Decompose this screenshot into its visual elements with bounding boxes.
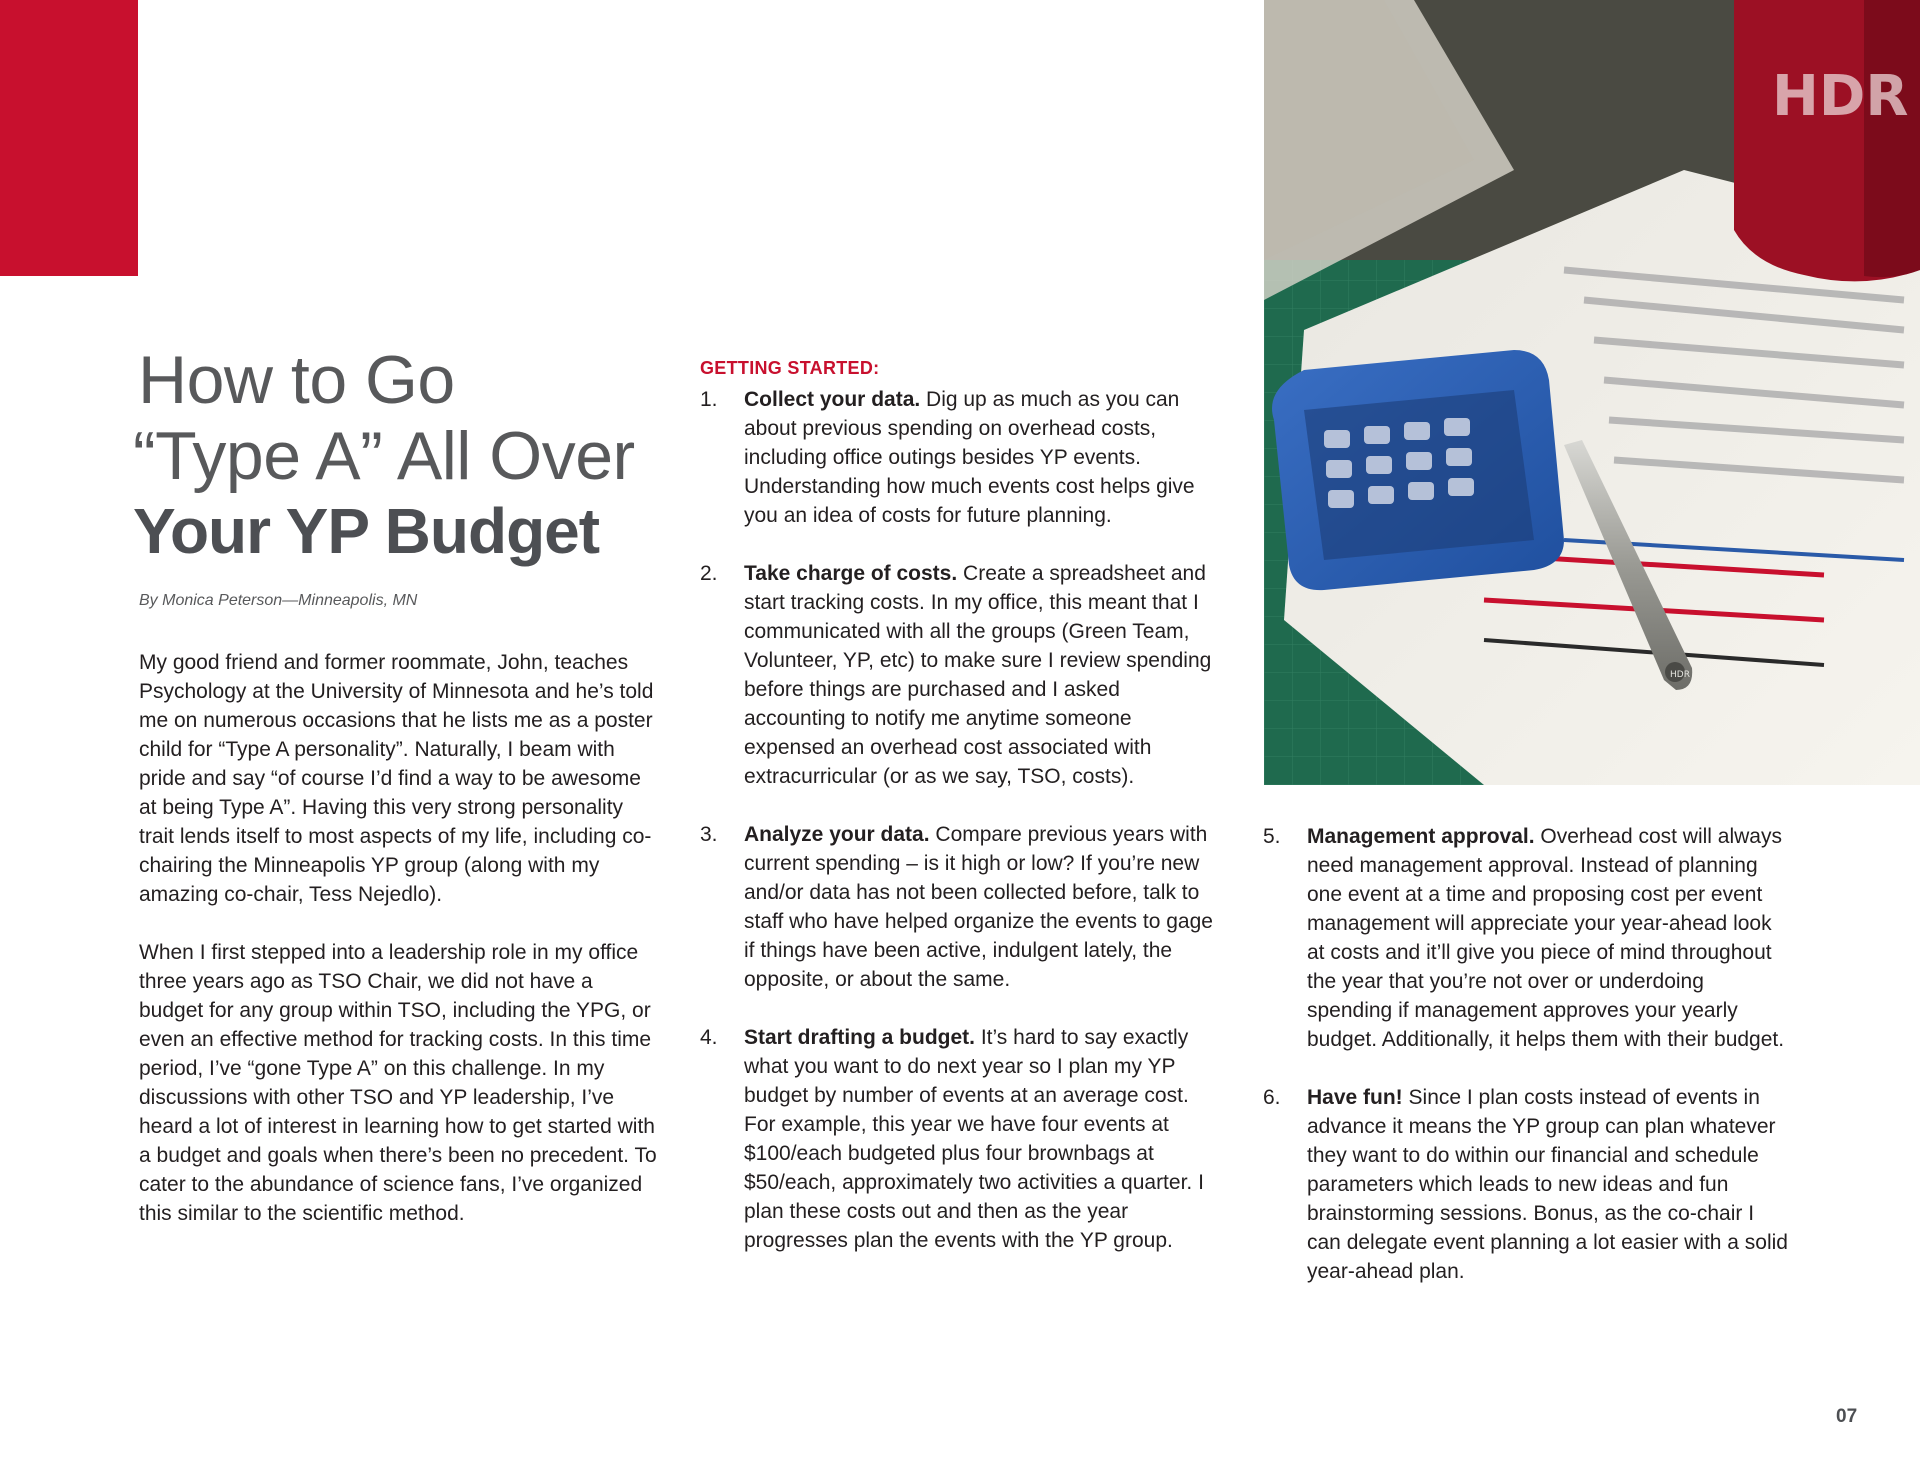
step-heading: Have fun! — [1307, 1086, 1403, 1109]
step-item — [700, 1023, 1220, 1255]
red-accent-block — [0, 0, 138, 276]
step-number: 3. — [700, 823, 718, 846]
step-text: Create a spreadsheet and start tracking costs. In my office, this meant that I communicated with all the groups (Green Team, Volunteer, YP, etc) to make sure I review spending before things are purchased and I asked accounting to notify me anytime someone expensed an overhead cost associated with extracurricular (or as we say, TSO, costs). — [744, 562, 1212, 788]
photo-illustration — [1264, 0, 1920, 785]
steps-column-middle — [700, 385, 1220, 1284]
step-item — [700, 559, 1220, 791]
step-item — [700, 820, 1220, 994]
pen-logo-text: HDR — [1670, 670, 1690, 680]
page-number: 07 — [1836, 1406, 1858, 1427]
title-line-3: Your YP Budget — [133, 495, 600, 567]
step-heading: Collect your data. — [744, 388, 921, 411]
step-heading: Start drafting a budget. — [744, 1026, 975, 1049]
step-heading: Analyze your data. — [744, 823, 930, 846]
step-number: 4. — [700, 1026, 718, 1049]
step-number: 6. — [1263, 1086, 1281, 1109]
intro-column — [139, 648, 659, 1257]
mug-logo-text: HDR — [1772, 64, 1909, 129]
article-title — [133, 342, 693, 568]
step-text: It’s hard to say exactly what you want to do next year so I plan my YP budget by number of events at an average cost. For example, this year we have four events at $100/each budgeted plus four brownbags at $50/each, approximately two activities a quarter. I plan these costs out and then as the year progresses plan the events with the YP group. — [744, 1026, 1204, 1252]
title-line-1: How to Go — [138, 342, 455, 418]
step-text: Dig up as much as you can about previous spending on overhead costs, including office outings besides YP events. Understanding how much events cost helps give you an idea of costs for future planning. — [744, 388, 1195, 527]
byline: By Monica Peterson—Minneapolis, MN — [139, 592, 418, 609]
step-text: Compare previous years with current spending – is it high or low? If you’re new and/or data has not been collected before, talk to staff who have helped organize the events to gage if things have been active, indulgent lately, the opposite, or about the same. — [744, 823, 1213, 991]
intro-paragraph-1: My good friend and former roommate, John, teaches Psychology at the University of Minnesota and he’s told me on numerous occasions that he lists me as a poster child for “Type A personality”. Naturally, I beam with pride and say “of course I’d find a way to be awesome at being Type A”. Having this very strong personality trait lends itself to most aspects of my life, including co-chairing the Minneapolis YP group (along with my amazing co-chair, Tess Nejedlo). — [139, 651, 654, 906]
step-text: Overhead cost will always need management approval. Instead of planning one event at a time and proposing cost per event management will appreciate your year-ahead look at costs and it’ll give you piece of mind throughout the year that you’re not over or underdoing spending if management approves your yearly budget. Additionally, it helps them with their budget. — [1307, 825, 1785, 1051]
step-heading: Take charge of costs. — [744, 562, 958, 585]
section-label: GETTING STARTED: — [700, 358, 880, 378]
steps-column-right — [1263, 822, 1793, 1315]
article-photo — [1264, 0, 1920, 785]
step-item — [1263, 1083, 1793, 1286]
step-number: 1. — [700, 388, 718, 411]
step-number: 2. — [700, 562, 718, 585]
step-item — [1263, 822, 1793, 1054]
intro-paragraph-2: When I first stepped into a leadership role in my office three years ago as TSO Chair, we did not have a budget for any group within TSO, including the YPG, or even an effective method for tracking costs. In this time period, I’ve “gone Type A” on this challenge. In my discussions with other TSO and YP leadership, I’ve heard a lot of interest in learning how to get started with a budget and goals when there’s been no precedent. To cater to the abundance of science fans, I’ve organized this similar to the scientific method. — [139, 941, 657, 1225]
step-heading: Management approval. — [1307, 825, 1535, 848]
step-number: 5. — [1263, 825, 1281, 848]
step-item — [700, 385, 1220, 530]
step-text: Since I plan costs instead of events in advance it means the YP group can plan whatever they want to do within our financial and schedule parameters which leads to new ideas and fun brainstorming sessions. Bonus, as the co-chair I can delegate event planning a lot easier with a solid year-ahead plan. — [1307, 1086, 1788, 1283]
title-line-2: “Type A” All Over — [133, 418, 635, 494]
